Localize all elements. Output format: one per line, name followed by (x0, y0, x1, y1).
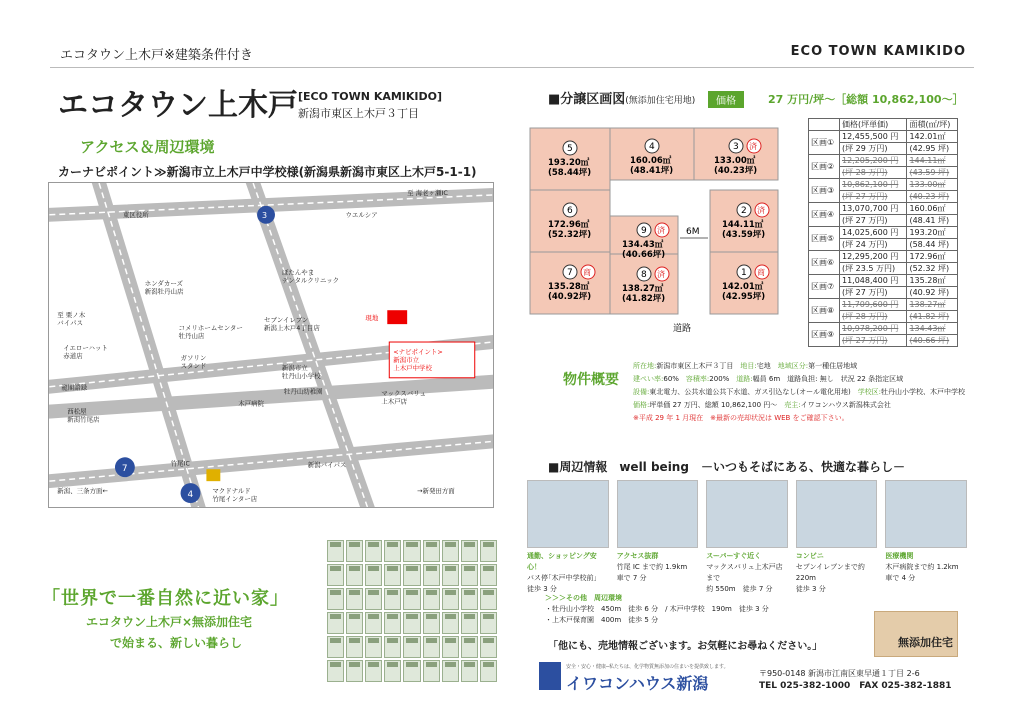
map-to-kurumaba: 至 栗ノ木バイパス (57, 311, 86, 328)
map-to-ebigase: 至 海老ヶ瀬IC (407, 188, 448, 197)
lot-tsubo: (52.32坪) (548, 230, 592, 240)
lot-table-row: 区画① 12,455,500 円 142.01㎡ (809, 131, 958, 143)
house-thumb (480, 660, 497, 682)
page-subtitle: [ECO TOWN KAMIKIDO] (298, 90, 443, 103)
house-thumb (365, 660, 382, 682)
house-thumb (442, 660, 459, 682)
map-gasoline: ガソリンスタンド (180, 353, 207, 370)
shuhen-heading: ■周辺情報 well being －いつもそばにある、快適な暮らし－ (548, 460, 905, 474)
company-logo-icon (539, 662, 561, 690)
lot-tsubo: (48.41坪) (630, 166, 674, 176)
map-svg (49, 183, 493, 507)
lot-plan-svg (518, 118, 782, 344)
lot-plan (518, 118, 782, 344)
photo-caption: 通勤、ショッピング安心！ バス停｢木戸中学校前｣ 徒歩 3 分 (527, 552, 597, 593)
lot-table-row: 区画⑨ 10,978,200 円 134.43㎡ (809, 323, 958, 335)
house-thumb (480, 588, 497, 610)
lot-table-header (809, 119, 840, 131)
lot-area: 142.01㎡ (722, 282, 764, 292)
contact-note: 「他にも、売地情報ございます。お気軽にお尋ねください。」 (548, 641, 823, 652)
bukken-line: 価格:坪単価 27 万円、総額 10,862,100 円～ 売主:イワコンハウス新潟株式会社 (633, 401, 891, 409)
map-ryokuen: 龍閣語録 (61, 383, 88, 392)
house-thumb (461, 540, 478, 562)
lot-tsubo: (40.66坪) (622, 250, 666, 260)
map-kindergarten: 牡丹山幼稚園 (283, 387, 323, 396)
map-to-sanjo: 新潟、三条方面← (57, 487, 108, 496)
company-name: イワコンハウス新潟 (566, 674, 709, 693)
house-thumb (461, 612, 478, 634)
house-thumb (346, 588, 363, 610)
house-thumb (346, 564, 363, 586)
map-road4: 4 (187, 490, 194, 501)
photo-captions (527, 551, 967, 595)
house-thumb (403, 636, 420, 658)
access-map (48, 182, 494, 508)
lot-status: 済 (657, 226, 665, 235)
lot-table-row: 区画② 12,205,200 円 144.11㎡ (809, 155, 958, 167)
bukken-note: ※平成 29 年 1 月現在 ※最新の売却状況は WEB をご確認下さい。 (633, 414, 849, 422)
house-thumb (384, 564, 401, 586)
lot-status: 商 (757, 268, 765, 277)
lot-area: 193.20㎡ (548, 158, 590, 168)
lot-table-header: 価格(坪単価) (839, 119, 906, 131)
lot-number: 9 (641, 226, 647, 236)
header-divider (50, 67, 974, 68)
house-thumb (384, 660, 401, 682)
access-heading: アクセス＆周辺環境 (80, 138, 215, 156)
house-thumb (365, 636, 382, 658)
photo-caption: コンビニ セブンイレブンまで約 220m 徒歩 3 分 (795, 552, 865, 593)
photo-access (617, 480, 699, 548)
house-thumb (461, 564, 478, 586)
house-thumb (365, 540, 382, 562)
house-thumb (442, 588, 459, 610)
neighborhood-photos (527, 480, 967, 548)
price-badge: 価格 (708, 91, 744, 108)
lot-area: 138.27㎡ (622, 284, 664, 294)
house-illustrations (327, 540, 497, 682)
bukken-details (633, 360, 983, 425)
map-hospital: 木戸病院 (238, 399, 265, 408)
house-thumb (327, 588, 344, 610)
lot-number: 7 (567, 268, 573, 278)
brand-logo: 無添加住宅 (874, 611, 958, 657)
house-thumb (423, 588, 440, 610)
house-thumb (365, 588, 382, 610)
house-thumb (423, 612, 440, 634)
lot-table-row: 区画③ 10,862,100 円 133.00㎡ (809, 179, 958, 191)
lot-area: 134.43㎡ (622, 240, 664, 250)
house-thumb (423, 564, 440, 586)
house-thumb (403, 540, 420, 562)
map-to-shibata: →新発田方面 (417, 487, 455, 496)
lot-table-row: 区画⑦ 11,048,400 円 135.28㎡ (809, 275, 958, 287)
house-thumb (423, 660, 440, 682)
lot-tsubo: (41.82坪) (622, 294, 666, 304)
house-thumb (384, 540, 401, 562)
lot-tsubo: (40.23坪) (714, 166, 758, 176)
lot-area: 133.00㎡ (714, 156, 756, 166)
photo-supermarket (706, 480, 788, 548)
house-thumb (365, 564, 382, 586)
map-nishinoku: 西松屋新潟竹尾店 (67, 407, 100, 424)
company-contact: 〒950-0148 新潟市江南区東早通１丁目 2-6 TEL 025-382-1000 FAX 025-382-1881 (759, 669, 952, 691)
house-thumb (384, 588, 401, 610)
header-right: ECO TOWN KAMIKIDO (790, 44, 966, 59)
lot-status: 済 (657, 270, 665, 279)
house-thumb (442, 612, 459, 634)
lot-status: 済 (757, 206, 765, 215)
house-thumb (442, 636, 459, 658)
slogan-main: 「世界で一番自然に近い家」 (42, 588, 289, 609)
house-thumb (384, 612, 401, 634)
house-thumb (327, 660, 344, 682)
house-thumb (346, 660, 363, 682)
lot-area: 135.28㎡ (548, 282, 590, 292)
plan-road-width: 6M (686, 227, 700, 237)
house-thumb (365, 612, 382, 634)
company-tagline: 安全・安心・健康─私たちは、化学物質無添加の住まいを提供致します。 (566, 664, 729, 670)
lot-table-header: 面積(㎡/坪) (907, 119, 958, 131)
map-road7: 7 (121, 464, 128, 475)
house-thumb (423, 540, 440, 562)
map-genchi: 現地 (365, 314, 379, 323)
photo-hospital (885, 480, 967, 548)
house-thumb (403, 564, 420, 586)
lot-tsubo: (40.92坪) (548, 292, 592, 302)
plan-heading: ■分譲区画図(無添加住宅用地) (548, 92, 696, 107)
map-mcd: マクドナルド竹尾インター店 (212, 487, 258, 504)
photo-convenience (796, 480, 878, 548)
slogan-line3: で始まる、新しい暮らし (110, 636, 243, 650)
lot-table-row: 区画⑥ 12,295,200 円 172.96㎡ (809, 251, 958, 263)
lot-number: 8 (641, 270, 647, 280)
price-text: 27 万円/坪～［総額 10,862,100～］ (768, 93, 964, 106)
map-seven: セブンイレブン新潟上木戸4丁目店 (264, 316, 320, 333)
house-thumb (403, 588, 420, 610)
bukken-line: 設備:東北電力、公共水道公共下水道、ガス引込なし(オール電化用地) 学校区:牡丹山小学校、木戸中学校 (633, 388, 966, 396)
lot-number: 4 (649, 142, 655, 152)
photo-caption: 医療機関 木戸病院まで約 1.2km 車で 4 分 (885, 552, 959, 582)
lot-number: 3 (733, 142, 739, 152)
map-road3: 3 (262, 210, 268, 220)
map-ueruia: ウエルシア (345, 210, 378, 219)
house-thumb (403, 660, 420, 682)
map-bypass: 新潟バイパス (307, 461, 347, 470)
house-thumb (346, 636, 363, 658)
lot-area: 144.11㎡ (722, 220, 764, 230)
lot-number: 6 (567, 206, 573, 216)
lot-area: 172.96㎡ (548, 220, 590, 230)
site-marker (387, 310, 407, 324)
map-honda: ホンダカーズ新潟牡丹山店 (144, 279, 184, 296)
house-thumb (327, 564, 344, 586)
map-komeri: コメリホームセンター牡丹山店 (178, 324, 243, 341)
lot-tsubo: (58.44坪) (548, 168, 592, 178)
bukken-line: 所在地:新潟市東区上木戸３丁目 地目:宅地 地域区分:第一種住居地域 (633, 362, 858, 370)
map-ward-office: 東区役所 (122, 210, 149, 219)
house-thumb (327, 612, 344, 634)
house-thumb (442, 540, 459, 562)
map-matsukiyo: マックスバリュ上木戸店 (381, 389, 426, 406)
house-thumb (461, 636, 478, 658)
nav-point: カーナビポイント≫新潟市立上木戸中学校様(新潟県新潟市東区上木戸5-1-1) (58, 165, 477, 179)
map-takeo-ic: 竹尾IC (170, 459, 190, 468)
lot-tsubo: (43.59坪) (722, 230, 766, 240)
house-thumb (423, 636, 440, 658)
house-thumb (327, 636, 344, 658)
map-navi-point: <ナビポイント>新潟市立上木戸中学校 (393, 347, 443, 372)
lot-status: 商 (583, 268, 591, 277)
lot-number: 5 (567, 144, 573, 154)
house-thumb (403, 612, 420, 634)
house-thumb (480, 564, 497, 586)
lot-table-row: 区画⑤ 14,025,600 円 193.20㎡ (809, 227, 958, 239)
lot-area: 160.06㎡ (630, 156, 672, 166)
lot-table-row: 区画④ 13,070,700 円 160.06㎡ (809, 203, 958, 215)
lot-number: 2 (741, 206, 747, 216)
house-thumb (346, 612, 363, 634)
plan-road-label: 道路 (673, 324, 692, 334)
house-thumb (480, 540, 497, 562)
slogan-line2: エコタウン上木戸×無添加住宅 (86, 615, 253, 629)
lot-number: 1 (741, 268, 747, 278)
house-thumb (461, 588, 478, 610)
map-botanyama: ぼたんやまデンタルクリニック (281, 268, 340, 285)
lot-status: 済 (749, 142, 757, 151)
house-thumb (480, 636, 497, 658)
house-thumb (327, 540, 344, 562)
photo-caption: アクセス抜群 竹尾 IC まで約 1.9km 車で 7 分 (616, 552, 688, 582)
photo-caption: スーパーすぐ近く マックスバリュ上木戸店まで 約 550m 徒歩 7 分 (706, 552, 783, 593)
house-thumb (384, 636, 401, 658)
house-thumb (346, 540, 363, 562)
other-environment: ＞＞＞その他 周辺環境 ・牡丹山小学校 450m 徒歩 6 分 / 木戸中学校 190m 徒歩 3 分 ・上木戸保育園 400m 徒歩 5 分 (545, 594, 769, 624)
photo-bus (527, 480, 609, 548)
header-left: エコタウン上木戸※建築条件付き (60, 48, 253, 63)
house-thumb (461, 660, 478, 682)
address: 新潟市東区上木戸３丁目 (298, 107, 419, 120)
lot-tsubo: (42.95坪) (722, 292, 766, 302)
bukken-line: 建ぺい率:60% 容積率:200% 道路:幅員 6m 道路負担: 無し 状況 22 条指定区域 (633, 375, 904, 383)
house-thumb (442, 564, 459, 586)
map-shiritsu: 新潟市立牡丹山小学校 (281, 363, 321, 380)
page-title: エコタウン上木戸 (58, 88, 298, 123)
lot-table-row: 区画⑧ 11,709,600 円 138.27㎡ (809, 299, 958, 311)
bukken-heading: 物件概要 (563, 372, 619, 388)
house-thumb (480, 612, 497, 634)
map-yellow-hat: イエローハット赤道店 (63, 343, 108, 360)
lot-table: 価格(坪単価) 面積(㎡/坪) 区画① 12,455,500 円 142.01㎡ (坪 29 万円) (42.95 坪) 区画② 12,205,200 円 144.11㎡ (坪 28 万円) (43.59 坪) 区画③ 10,862,100 円 133.00㎡ (坪 27 万円) (40.23 坪) 区画④ 13,070,700 円 160.06㎡ (坪 27 万円) (48.41 坪) 区画⑤ 14,025,600 円 193.20㎡ (坪 24 万円) (58.44 坪) 区画⑥ 12,295,200 円 172.96㎡ (坪 23.5 万円) (52.32 坪) 区画⑦ 11,048,400 円 135.28㎡ (坪 27 万円) (40.92 坪) 区画⑧ 11,709,600 円 138.27㎡ (坪 28 万円) (41.82 坪) 区画⑨ 10,978,200 円 134.43㎡ (坪 27 万円) (40.66 坪) (808, 118, 958, 347)
